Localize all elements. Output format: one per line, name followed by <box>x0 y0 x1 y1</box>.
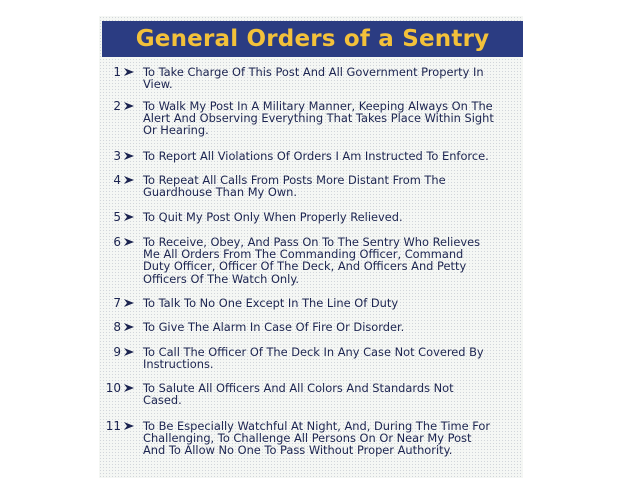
arrow-right-icon <box>123 175 135 185</box>
order-text <box>143 211 523 223</box>
order-number: 6 <box>113 235 121 249</box>
order-line: To Give The Alarm In Case Of Fire Or Disorder. <box>143 320 405 334</box>
order-line: To Be Especially Watchful At Night, And, During The Time For <box>143 419 491 433</box>
order-text <box>143 297 523 309</box>
order-line: Alert And Observing Everything That Takes Place Within Sight <box>143 111 494 126</box>
order-number: 11 <box>105 419 121 433</box>
arrow-right-icon <box>123 347 135 357</box>
order-text <box>143 66 523 90</box>
order-text <box>143 382 523 406</box>
order-line: To Receive, Obey, And Pass On To The Sentry Who Relieves <box>143 235 481 249</box>
arrow-right-icon <box>123 67 135 77</box>
arrow-right-icon <box>123 322 135 332</box>
order-line: To Walk My Post In A Military Manner, Keeping Always On The <box>143 99 493 113</box>
order-line: To Talk To No One Except In The Line Of Duty <box>143 296 399 310</box>
order-text <box>143 346 523 370</box>
order-line: Duty Officer, Officer Of The Deck, And Officers And Petty <box>143 259 467 274</box>
title-banner <box>102 21 523 57</box>
order-number: 10 <box>105 381 121 395</box>
order-text <box>143 100 523 137</box>
order-number: 9 <box>113 345 121 359</box>
order-line: To Repeat All Calls From Posts More Distant From The <box>143 173 446 187</box>
arrow-right-icon <box>123 383 135 393</box>
order-line: To Call The Officer Of The Deck In Any Case Not Covered By <box>143 345 484 359</box>
order-text <box>143 236 523 285</box>
arrow-right-icon <box>123 151 135 161</box>
order-line: And To Allow No One To Pass Without Proper Authority. <box>143 443 453 458</box>
order-line: Me All Orders From The Commanding Officer, Command <box>143 247 464 262</box>
arrow-right-icon <box>123 421 135 431</box>
order-number: 8 <box>113 320 121 334</box>
order-text <box>143 150 523 162</box>
order-line: View. <box>143 77 173 92</box>
order-number: 1 <box>113 65 121 79</box>
order-number: 5 <box>113 210 121 224</box>
order-line: Guardhouse Than My Own. <box>143 185 298 200</box>
order-line: Cased. <box>143 393 182 408</box>
order-line: To Report All Violations Of Orders I Am Instructed To Enforce. <box>143 149 489 163</box>
order-text <box>143 420 523 457</box>
order-line: Or Hearing. <box>143 123 209 138</box>
arrow-right-icon <box>123 298 135 308</box>
order-line: To Take Charge Of This Post And All Government Property In <box>143 65 484 79</box>
order-text <box>143 174 523 198</box>
arrow-right-icon <box>123 212 135 222</box>
order-line: To Quit My Post Only When Properly Relieved. <box>143 210 403 224</box>
order-line: Officers Of The Watch Only. <box>143 271 300 286</box>
order-number: 4 <box>113 173 121 187</box>
arrow-right-icon <box>123 237 135 247</box>
page-title: General Orders of a Sentry <box>135 26 490 52</box>
order-line: To Salute All Officers And All Colors And Standards Not <box>143 381 454 395</box>
order-number: 2 <box>113 99 121 113</box>
order-line: Challenging, To Challenge All Persons On Or Near My Post <box>143 431 472 446</box>
document-page <box>99 16 523 478</box>
arrow-right-icon <box>123 101 135 111</box>
order-text <box>143 321 523 333</box>
order-number: 3 <box>113 149 121 163</box>
order-line: Instructions. <box>143 357 214 372</box>
order-number: 7 <box>113 296 121 310</box>
